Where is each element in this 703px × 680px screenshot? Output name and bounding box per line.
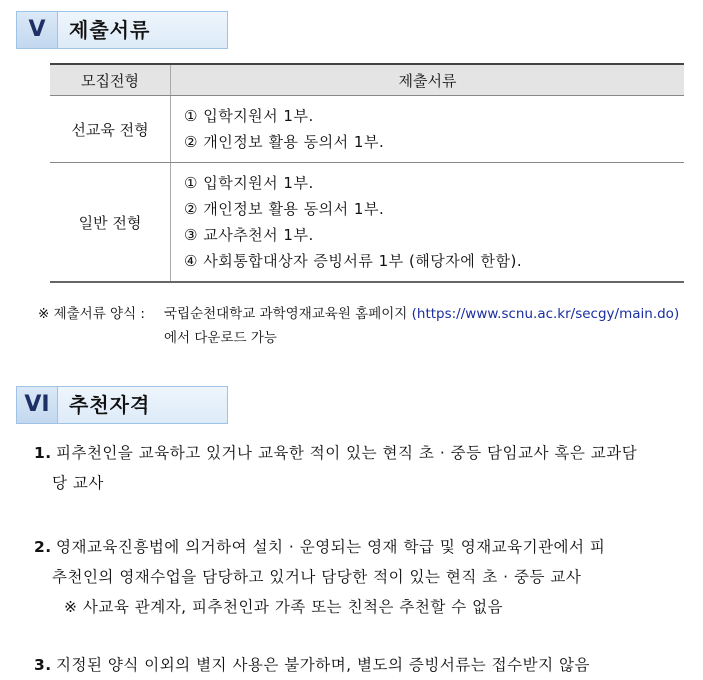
item-number: 3. [34, 656, 52, 674]
document-item: ① 입학지원서 1부. [184, 107, 314, 125]
item-text: 지정된 양식 이외의 별지 사용은 불가하며, 별도의 증빙서류는 접수받지 않음 [56, 656, 590, 674]
document-list [171, 96, 685, 163]
document-item: ② 개인정보 활용 동의서 1부. [184, 200, 385, 218]
form-note [38, 300, 679, 328]
admission-type: 선교육 전형 [50, 96, 171, 163]
qualification-item-3 [34, 650, 694, 680]
note-text: 국립순천대학교 과학영재교육원 홈페이지 [164, 306, 408, 322]
item-text: 피추천인을 교육하고 있거나 교육한 적이 있는 현직 초 · 중등 담임교사 혹은 교과담 [56, 444, 638, 462]
note-text-continued: 에서 다운로드 가능 [164, 330, 277, 346]
column-header-documents: 제출서류 [171, 64, 685, 96]
document-list [171, 163, 685, 283]
item-number: 1. [34, 444, 52, 462]
section-title: 추천자격 [69, 393, 151, 417]
section-title: 제출서류 [69, 18, 151, 42]
document-item: ② 개인정보 활용 동의서 1부. [184, 133, 385, 151]
section-header-6 [16, 386, 228, 424]
section-number: VI [17, 387, 58, 423]
section-number: V [17, 12, 58, 48]
admission-type: 일반 전형 [50, 163, 171, 283]
document-item: ④ 사회통합대상자 증빙서류 1부 (해당자에 한함). [184, 252, 523, 270]
item-subnote: ※ 사교육 관계자, 피추천인과 가족 또는 친척은 추천할 수 없음 [64, 598, 504, 616]
table-row [50, 96, 684, 163]
note-label: ※ 제출서류 양식 : [38, 306, 145, 322]
table-header-row [50, 64, 684, 96]
column-header-type: 모집전형 [50, 64, 171, 96]
item-text-continued: 당 교사 [52, 474, 104, 492]
document-item: ① 입학지원서 1부. [184, 174, 314, 192]
qualification-item-1 [34, 438, 694, 498]
qualification-item-2 [34, 532, 694, 622]
documents-table [50, 63, 684, 283]
document-item: ③ 교사추천서 1부. [184, 226, 314, 244]
section-header-5 [16, 11, 228, 49]
table-row [50, 163, 684, 283]
homepage-link[interactable]: (https://www.scnu.ac.kr/secgy/main.do) [411, 306, 680, 322]
item-number: 2. [34, 538, 52, 556]
item-text: 영재교육진흥법에 의거하여 설치 · 운영되는 영재 학급 및 영재교육기관에서 피 [56, 538, 606, 556]
item-text-continued: 추천인의 영재수업을 담당하고 있거나 담당한 적이 있는 현직 초 · 중등 교사 [52, 568, 582, 586]
